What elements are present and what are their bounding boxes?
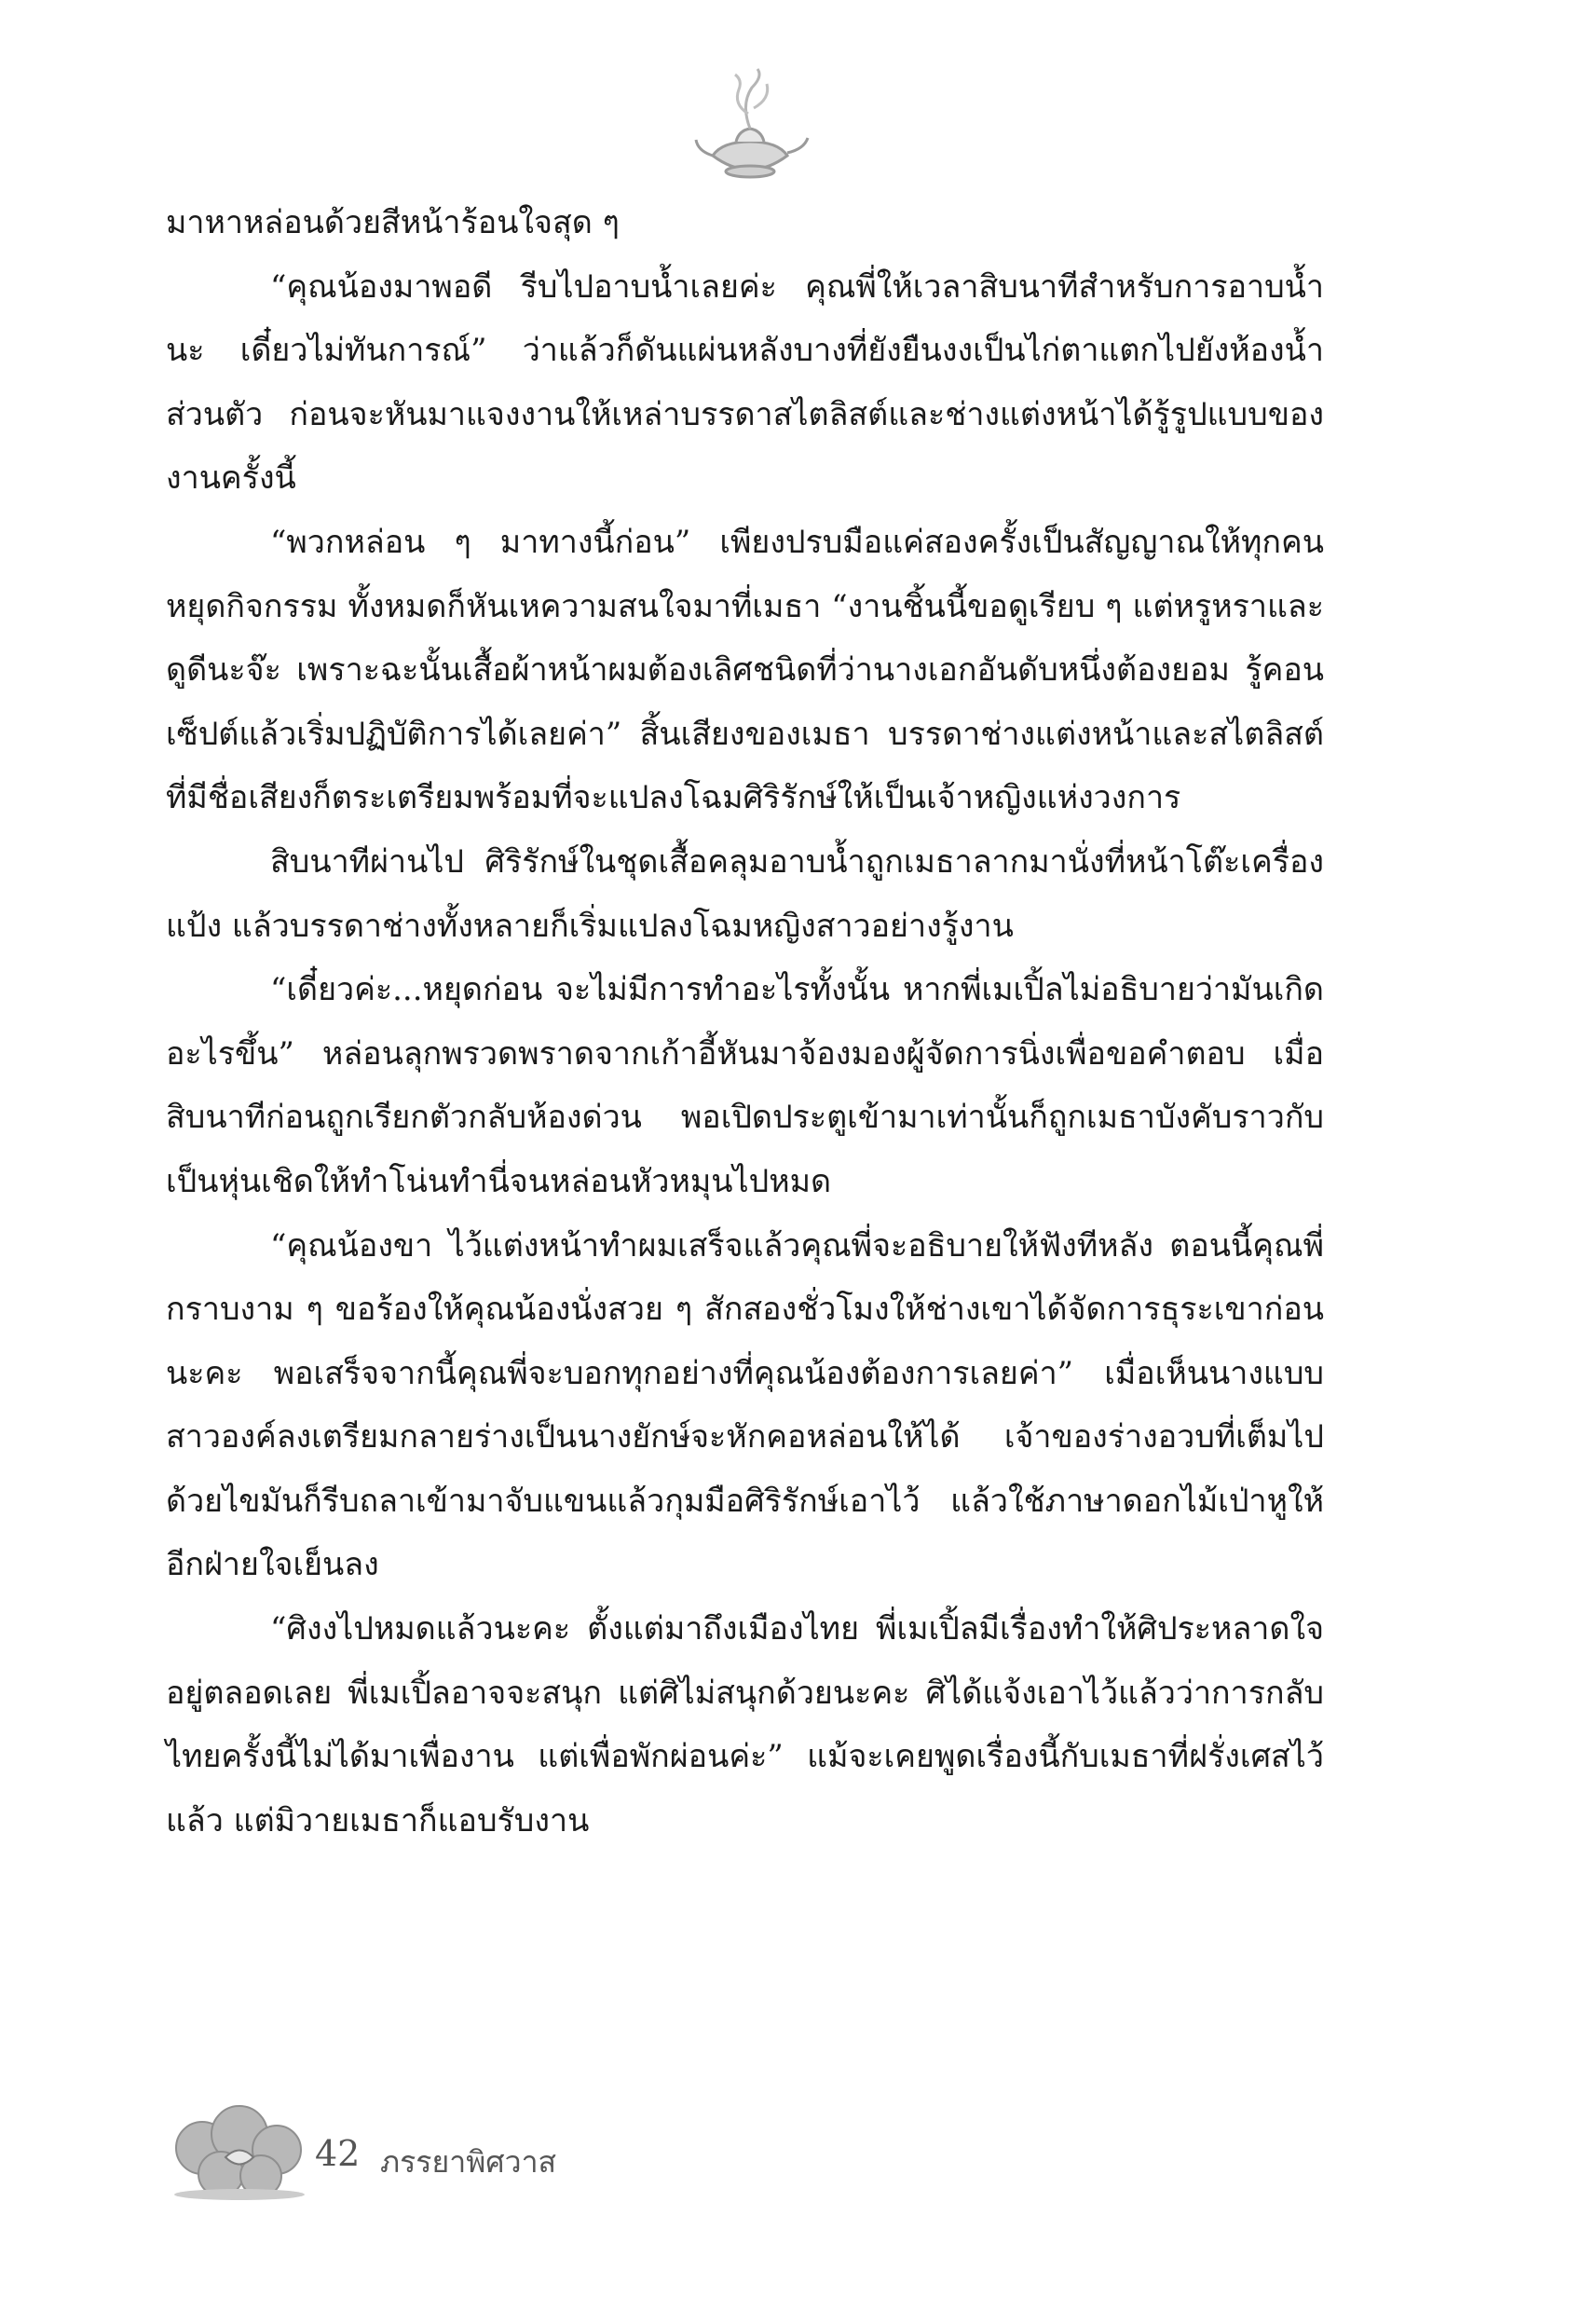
paragraph: มาหาหล่อนด้วยสีหน้าร้อนใจสุด ๆ bbox=[166, 204, 620, 241]
book-title: ภรรยาพิศวาส bbox=[380, 2144, 557, 2180]
paragraph: “เดี๋ยวค่ะ...หยุดก่อน จะไม่มีการทำอะไรทั้งนั้น หากพี่เมเปิ้ลไม่อธิบายว่ามันเกิดอะไรขึ้น” หล่อนลุกพรวดพราดจากเก้าอี้หันมาจ้องมองผู้จัดการนิ่งเพื่อขอคำตอบ เมื่อสิบนาทีก่อนถูกเรียกตัวกลับห้องด่วน พอเปิดประตูเข้ามาเท่านั้นก็ถูกเมธาบังคับราวกับเป็นหุ่นเชิดให้ทำโน่นทำนี่จนหล่อนหัวหมุนไปหมด bbox=[166, 971, 1324, 1200]
paragraph: สิบนาทีผ่านไป ศิริรักษ์ในชุดเสื้อคลุมอาบน้ำถูกเมธาลากมานั่งที่หน้าโต๊ะเครื่องแป้ง แล้วบรรดาช่างทั้งหลายก็เริ่มแปลงโฉมหญิงสาวอย่างรู้งาน bbox=[166, 842, 1324, 945]
paragraph: “คุณน้องมาพอดี รีบไปอาบน้ำเลยค่ะ คุณพี่ให้เวลาสิบนาทีสำหรับการอาบน้ำนะ เดี๋ยวไม่ทันการณ์” ว่าแล้วก็ดันแผ่นหลังบางที่ยังยืนงงเป็นไก่ตาแตกไปยังห้องน้ำส่วนตัว ก่อนจะหันมาแจงงานให้เหล่าบรรดาสไตลิสต์และช่างแต่งหน้าได้รู้รูปแบบของงานครั้งนี้ bbox=[166, 267, 1324, 498]
page-number: 42 bbox=[315, 2133, 361, 2174]
magic-lamp-icon bbox=[685, 67, 815, 198]
main-text bbox=[166, 191, 1324, 1853]
paragraph: “คุณน้องขา ไว้แต่งหน้าทำผมเสร็จแล้วคุณพี่จะอธิบายให้ฟังทีหลัง ตอนนี้คุณพี่กราบงาม ๆ ขอร้องให้คุณน้องนั่งสวย ๆ สักสองชั่วโมงให้ช่างเขาได้จัดการธุระเขาก่อนนะคะ พอเสร็จจากนี้คุณพี่จะบอกทุกอย่างที่คุณน้องต้องการเลยค่า” เมื่อเห็นนางแบบสาวองค์ลงเตรียมกลายร่างเป็นนางยักษ์จะหักคอหล่อนให้ได้ เจ้าของร่างอวบที่เต็มไปด้วยไขมันก็รีบถลาเข้ามาจับแขนแล้วกุมมือศิริรักษ์เอาไว้ แล้วใช้ภาษาดอกไม้เป่าหูให้อีกฝ่ายใจเย็นลง bbox=[166, 1226, 1324, 1584]
page-footer bbox=[149, 2092, 801, 2213]
flower-pile-icon bbox=[160, 2092, 319, 2204]
paragraph: “พวกหล่อน ๆ มาทางนี้ก่อน” เพียงปรบมือแค่สองครั้งเป็นสัญญาณให้ทุกคนหยุดกิจกรรม ทั้งหมดก็หันเหความสนใจมาที่เมธา “งานชิ้นนี้ขอดูเรียบ ๆ แต่หรูหราและดูดีนะจ๊ะ เพราะฉะนั้นเสื้อผ้าหน้าผมต้องเลิศชนิดที่ว่านางเอกอันดับหนึ่งต้องยอม รู้คอนเซ็ปต์แล้วเริ่มปฏิบัติการได้เลยค่า” สิ้นเสียงของเมธา บรรดาช่างแต่งหน้าและสไตลิสต์ที่มีชื่อเสียงก็ตระเตรียมพร้อมที่จะแปลงโฉมศิริรักษ์ให้เป็นเจ้าหญิงแห่งวงการ bbox=[166, 523, 1324, 817]
paragraph: “ศิงงไปหมดแล้วนะคะ ตั้งแต่มาถึงเมืองไทย พี่เมเปิ้ลมีเรื่องทำให้ศิประหลาดใจอยู่ตลอดเลย พี่เมเปิ้ลอาจจะสนุก แต่ศิไม่สนุกด้วยนะคะ ศิได้แจ้งเอาไว้แล้วว่าการกลับไทยครั้งนี้ไม่ได้มาเพื่องาน แต่เพื่อพักผ่อนค่ะ” แม้จะเคยพูดเรื่องนี้กับเมธาที่ฝรั่งเศสไว้แล้ว แต่มิวายเมธาก็แอบรับงาน bbox=[166, 1610, 1324, 1839]
